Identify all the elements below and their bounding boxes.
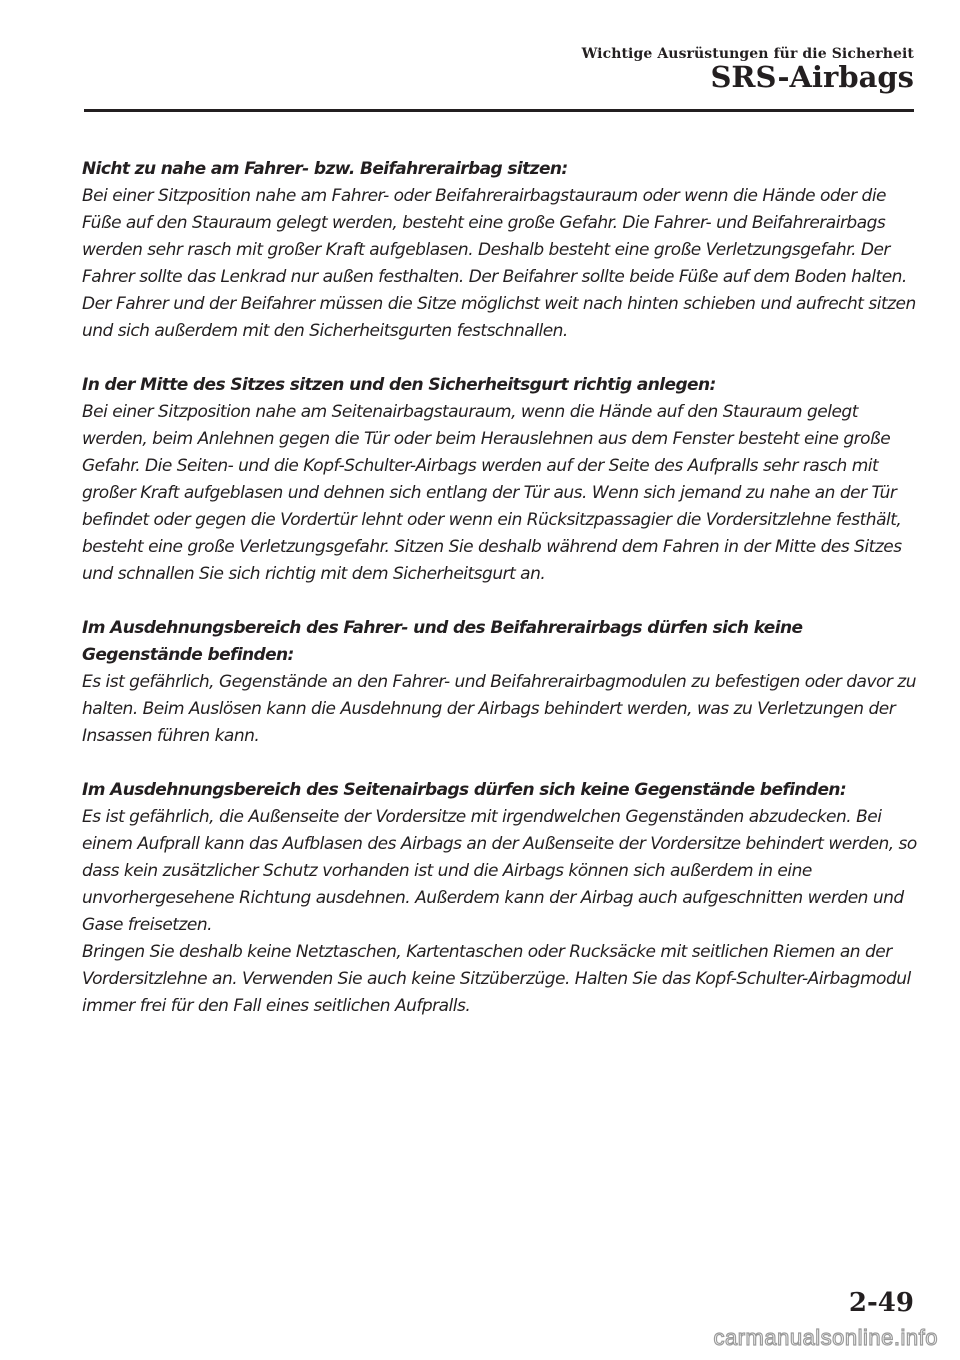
block-paragraph: Es ist gefährlich, Gegenstände an den Fahrer- und Beifahrerairbagmodulen zu befestigen oder davor zu halten. Beim Auslösen kann die Ausdehnung der Airbags behindert werden, was zu Verletzungen der Insassen führen kann.: [82, 672, 916, 746]
warning-block-seat-distance: [82, 156, 918, 345]
watermark: carmanualsonline.info: [713, 1325, 938, 1350]
block-body: [82, 804, 918, 1020]
block-body: [82, 183, 918, 345]
block-heading: Im Ausdehnungsbereich des Seitenairbags dürfen sich keine Gegenstände befinden:: [82, 780, 847, 800]
block-paragraph: Es ist gefährlich, die Außenseite der Vordersitze mit irgendwelchen Gegenständen abzudecken. Bei einem Aufprall kann das Aufblasen des Airbags an der Außenseite der Vordersitze behindert werden, so dass kein zusätzlicher Schutz vorhanden ist und die Airbags können sich außerdem in eine unvorhergesehene Richtung ausdehnen. Außerdem kann der Airbag auch aufgeschnitten werden und Gase freisetzen.: [82, 807, 917, 935]
section-header: Wichtige Ausrüstungen für die Sicherheit: [581, 46, 914, 62]
block-heading: In der Mitte des Sitzes sitzen und den Sicherheitsgurt richtig anlegen:: [82, 375, 716, 395]
block-paragraph: Bei einer Sitzposition nahe am Seitenairbagstauraum, wenn die Hände auf den Stauraum gelegt werden, beim Anlehnen gegen die Tür oder beim Herauslehnen aus dem Fenster besteht eine große Gefahr. Die Seiten- und die Kopf-Schulter-Airbags werden auf der Seite des Aufpralls sehr rasch mit großer Kraft aufgeblasen und dehnen sich entlang der Tür aus. Wenn sich jemand zu nahe an der Tür befindet oder gegen die Vordertür lehnt oder wenn ein Rücksitzpassagier die Vordersitzlehne festhält, besteht eine große Verletzungsgefahr. Sitzen Sie deshalb während dem Fahren in der Mitte des Sitzes und schnallen Sie sich richtig mit dem Sicherheitsgurt an.: [82, 402, 902, 584]
page-number: 2-49: [848, 1288, 914, 1318]
block-body: [82, 399, 918, 588]
page-title: SRS-Airbags: [710, 60, 914, 94]
block-heading: Nicht zu nahe am Fahrer- bzw. Beifahrerairbag sitzen:: [82, 159, 568, 179]
block-paragraph: Bei einer Sitzposition nahe am Fahrer- oder Beifahrerairbagstauraum oder wenn die Hände oder die Füße auf den Stauraum gelegt werden, besteht eine große Gefahr. Die Fahrer- und Beifahrerairbags werden sehr rasch mit großer Kraft aufgeblasen. Deshalb besteht eine große Verletzungsgefahr. Der Fahrer sollte das Lenkrad nur außen festhalten. Der Beifahrer sollte beide Füße auf dem Boden halten. Der Fahrer und der Beifahrer müssen die Sitze möglichst weit nach hinten schieben und aufrecht sitzen und sich außerdem mit den Sicherheitsgurten festschnallen.: [82, 186, 916, 341]
block-body: [82, 669, 918, 750]
warning-block-side-airbag-area: [82, 777, 918, 1020]
warning-content: [82, 156, 918, 1047]
block-heading: Im Ausdehnungsbereich des Fahrer- und des Beifahrerairbags dürfen sich keine Gegenstände befinden:: [82, 618, 803, 665]
warning-block-front-airbag-area: [82, 615, 918, 750]
header-divider: [84, 109, 914, 112]
block-paragraph: Bringen Sie deshalb keine Netztaschen, Kartentaschen oder Rucksäcke mit seitlichen Riemen an der Vordersitzlehne an. Verwenden Sie auch keine Sitzüberzüge. Halten Sie das Kopf-Schulter-Airbagmodul immer frei für den Fall eines seitlichen Aufpralls.: [82, 942, 911, 1016]
warning-block-seat-center: [82, 372, 918, 588]
